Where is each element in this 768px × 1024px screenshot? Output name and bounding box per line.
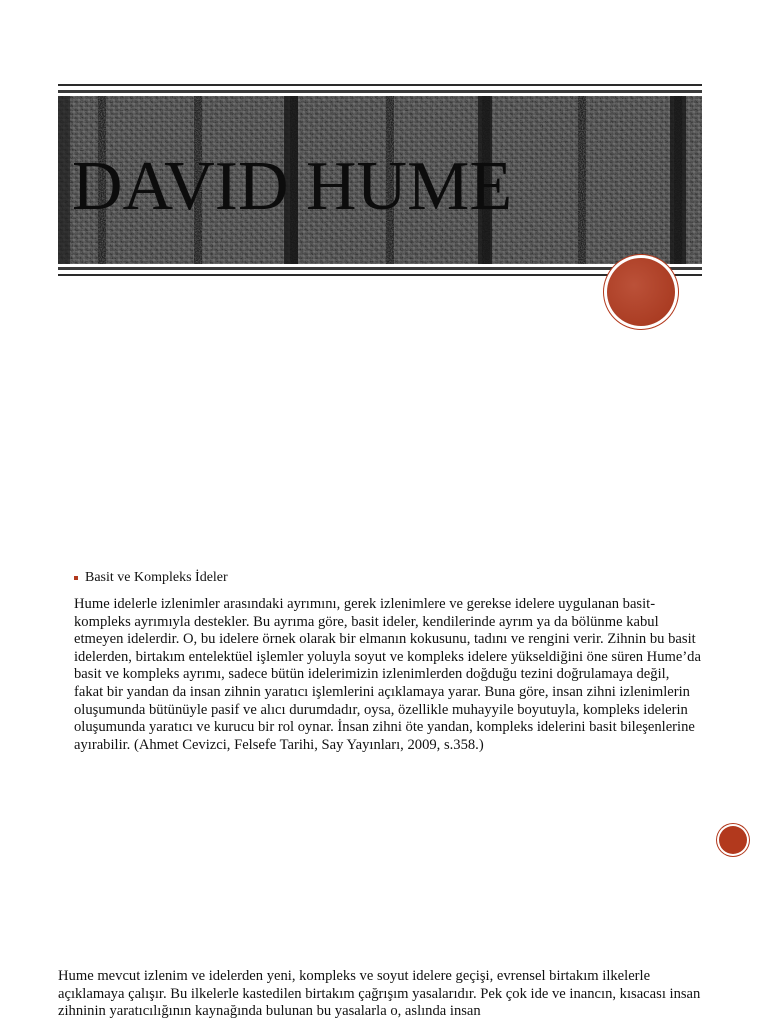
bullet-heading: [74, 569, 228, 587]
title-banner: [58, 84, 702, 276]
banner-texture: [58, 96, 702, 264]
body-paragraph-2: Hume mevcut izlenim ve idelerden yeni, kompleks ve soyut idelere geçişi, evrensel birtakım ilkelerle açıklamaya çalışır. Bu ilkelerle kastedilen birtakım çağrışım yasalarıdır. Pek çok ide ve inancın, kısacası insan zihninin yaratıcılığının kaynağında bulunan bu yasalarla o, aslında insan: [58, 968, 701, 1020]
square-bullet-icon: [74, 576, 78, 580]
banner-rule-top: [58, 84, 702, 86]
body-paragraph-1: Hume idelerle izlenimler arasındaki ayrımını, gerek izlenimlere ve gerekse idelere uygulanan basit-kompleks ayrımıyla destekler. Bu ayrıma göre, basit ideler, kendilerinde ayrım ya da bölünme kabul etmeyen idelerdir. O, bu idelere örnek olarak bir elmanın kokusunu, tadını ve rengini verir. Zihnin bu basit idelerden, birtakım entelektüel işlemler yoluyla soyut ve kompleks idelere yükseldiğini öne süren Hume’da basit ve kompleks ayrımı, sadece bütün idelerimizin izlenimlerden doğduğu tezini doğrulamaya değil, fakat bir yandan da insan zihnin yaratıcı işlemlerini açıklamaya yarar. Buna göre, insan zihni izlenimlerin oluşumunda bütünüyle pasif ve alıcı durumdadır, oysa, özellikle muhayyile boyutuyla, kompleks idelerin oluşumunda yaratıcı ve kurucu bir rol oynar. İnsan zihni öte yandan, kompleks idelerini basit bileşenlerine ayırabilir. (Ahmet Cevizci, Felsefe Tarihi, Say Yayınları, 2009, s.358.): [74, 596, 701, 753]
banner-rule-bottom: [58, 274, 702, 276]
bullet-heading-text: Basit ve Kompleks İdeler: [85, 570, 228, 585]
slide-title: DAVID HUME: [72, 148, 513, 225]
banner-rule-top-inner: [58, 90, 702, 93]
banner-rule-bottom-inner: [58, 267, 702, 270]
accent-circle-icon: [607, 258, 675, 326]
accent-circle-small-icon: [719, 826, 747, 854]
